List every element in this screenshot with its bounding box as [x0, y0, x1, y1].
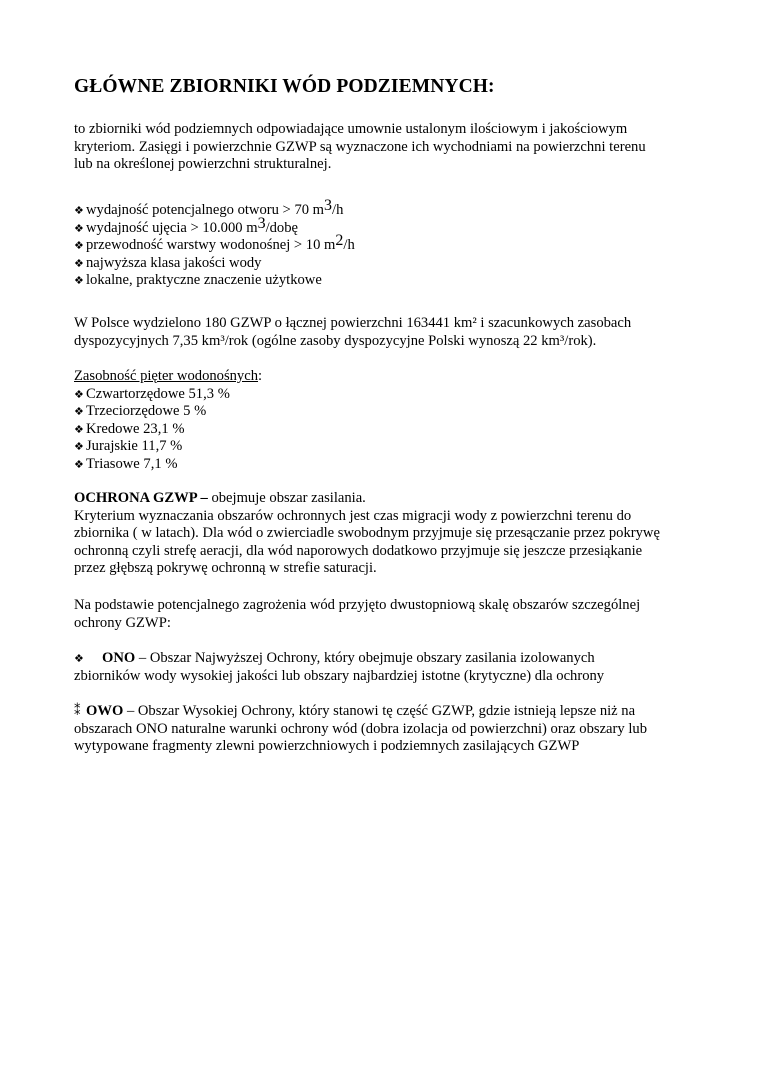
poland-line: dyspozycyjnych 7,35 km³/rok (ogólne zasoby dyspozycyjne Polski wynoszą 22 km³/rok). [74, 332, 597, 349]
protection-line: przez głębszą pokrywę ochronną w strefie saturacji. [74, 560, 377, 577]
double-asterisk-bullet-icon: ⁑ [74, 704, 81, 719]
document-title: GŁÓWNE ZBIORNIKI WÓD PODZIEMNYCH: [74, 76, 495, 97]
list-item: ❖ Czwartorzędowe 51,3 % [74, 385, 230, 402]
diamond-bullet-icon: ❖ [74, 457, 84, 471]
poland-line: W Polsce wydzielono 180 GZWP o łącznej powierzchni 163441 km² i szacunkowych zasobach [74, 315, 632, 331]
owo-item: ⁑ OWO – Obszar Wysokiej Ochrony, który stanowi tę część GZWP, gdzie istnieją lepsze niż na obszarach ONO naturalne warunki ochrony wód (dobra izolacja od powierzchni) oraz obszary lub wytypowane fragmenty zlewni powierzchniowych i podziemnych zasilających GZWP [74, 703, 647, 755]
protection-line: ochronną czyli strefę aeracji, dla wód naporowych dodatkowo przyjmuje się jeszcze przesiąkanie [74, 542, 643, 559]
ono-label: ONO [102, 650, 136, 666]
intro-paragraph [74, 121, 714, 174]
owo-label: OWO [86, 703, 124, 719]
ono-item: ❖ ONO – Obszar Najwyższej Ochrony, który obejmuje obszary zasilania izolowanych zbiorników wody wysokiej jakości lub obszary najbardziej istotne (krytyczne) dla ochrony [74, 650, 605, 684]
diamond-bullet-icon: ❖ [74, 405, 84, 419]
list-item: ❖ wydajność potencjalnego otworu > 70 m3/h [74, 197, 344, 218]
criteria-list [74, 197, 714, 290]
scale-paragraph [74, 597, 714, 632]
intro-line: lub na określonej powierzchni strukturalnej. [74, 156, 332, 173]
diamond-bullet-icon: ❖ [74, 440, 84, 454]
protection-section [74, 490, 714, 578]
scale-line: Na podstawie potencjalnego zagrożenia wód przyjęto dwustopniową skalę obszarów szczególnej [74, 597, 641, 613]
diamond-bullet-icon: ❖ [74, 221, 84, 235]
scale-line: ochrony GZWP: [74, 614, 171, 631]
diamond-bullet-icon: ❖ [74, 422, 84, 436]
intro-line: kryteriom. Zasięgi i powierzchnie GZWP są wyznaczone ich wychodniami na powierzchni terenu [74, 138, 646, 155]
list-item: ❖ Kredowe 23,1 % [74, 420, 185, 437]
list-item: ❖ przewodność warstwy wodonośnej > 10 m2/h [74, 232, 355, 254]
list-item: ❖ wydajność ujęcia > 10.000 m3/dobę [74, 214, 298, 236]
resources-section [74, 368, 714, 474]
diamond-bullet-icon: ❖ [74, 239, 84, 253]
poland-paragraph [74, 315, 714, 350]
protection-line: zbiornika ( w latach). Dla wód o zwierciadle swobodnym przyjmuje się przesączanie przez pokrywę [74, 525, 660, 542]
diamond-bullet-icon: ❖ [74, 387, 84, 401]
diamond-bullet-icon: ❖ [74, 256, 84, 270]
intro-line: to zbiorniki wód podziemnych odpowiadające umownie ustalonym ilościowym i jakościowym [74, 121, 628, 137]
diamond-bullet-icon: ❖ [74, 204, 84, 217]
diamond-bullet-icon: ❖ [74, 274, 84, 288]
list-item: ❖ Triasowe 7,1 % [74, 455, 178, 472]
protection-line: Kryterium wyznaczania obszarów ochronnych jest czas migracji wody z powierzchni terenu do [74, 507, 632, 524]
diamond-bullet-icon: ❖ [74, 652, 84, 665]
list-item: ❖ Trzeciorzędowe 5 % [74, 403, 207, 420]
protection-heading: OCHRONA GZWP – obejmuje obszar zasilania. [74, 490, 366, 506]
list-item: ❖ Jurajskie 11,7 % [74, 438, 183, 455]
list-item: ❖ lokalne, praktyczne znaczenie użytkowe [74, 272, 322, 289]
list-item: ❖ najwyższa klasa jakości wody [74, 254, 262, 271]
resources-heading: Zasobność pięter wodonośnych: [74, 368, 263, 384]
